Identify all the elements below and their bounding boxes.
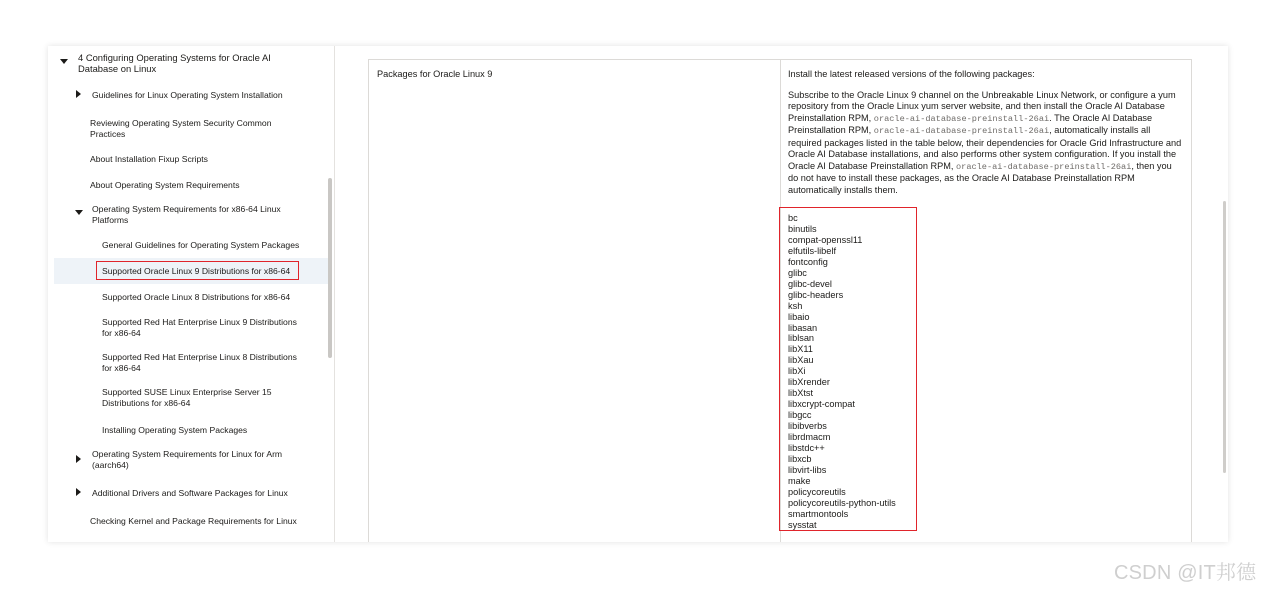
rpm-name-code: oracle-ai-database-preinstall-26ai bbox=[956, 161, 1132, 172]
toc-item-label: Reviewing Operating System Security Common Practices bbox=[90, 118, 272, 139]
package-item: fontconfig bbox=[788, 256, 828, 267]
packages-table bbox=[368, 59, 1192, 542]
package-item: liblsan bbox=[788, 333, 815, 344]
package-item: libxcb bbox=[788, 453, 812, 464]
toc-item-label: About Operating System Requirements bbox=[90, 180, 240, 190]
toc-item-ol9-active[interactable] bbox=[54, 258, 328, 284]
package-item: libaio bbox=[788, 311, 810, 322]
toc-item-x86-64-requirements[interactable] bbox=[54, 203, 328, 227]
watermark: CSDN @IT邦德 bbox=[1114, 562, 1257, 584]
package-item: smartmontools bbox=[788, 508, 849, 519]
toc-item-label: Supported Oracle Linux 9 Distributions for x86-64 bbox=[102, 266, 291, 276]
toc-item-label: Supported Red Hat Enterprise Linux 8 Distributions for x86-64 bbox=[102, 352, 297, 373]
toc-item-label: 4 Configuring Operating Systems for Oracle AI Database on Linux bbox=[78, 52, 271, 74]
package-item: glibc-headers bbox=[788, 289, 844, 300]
package-item: libXtst bbox=[788, 388, 814, 399]
caret-right-icon[interactable] bbox=[76, 90, 81, 98]
package-item: libibverbs bbox=[788, 421, 827, 432]
caret-right-icon[interactable] bbox=[76, 488, 81, 496]
package-item: policycoreutils bbox=[788, 486, 846, 497]
package-item: glibc bbox=[788, 267, 807, 278]
toc-item-rhel8[interactable] bbox=[54, 351, 328, 375]
toc-item-ol8[interactable] bbox=[54, 290, 328, 304]
toc-item-sles15[interactable] bbox=[54, 386, 328, 410]
toc-item-label: Supported Red Hat Enterprise Linux 9 Distributions for x86-64 bbox=[102, 317, 297, 338]
toc-item-rhel9[interactable] bbox=[54, 316, 328, 340]
package-item: make bbox=[788, 475, 811, 486]
intro-text: Install the latest released versions of the following packages: bbox=[788, 69, 1035, 79]
para-text: Subscribe to the Oracle Linux 9 channel on the Unbreakable Linux Network, or configure a yum repository from the Oracle Linux yum server website, and then install the Oracle AI Database Preinstallation RPM, bbox=[788, 89, 1176, 123]
toc-item-fixup-scripts[interactable] bbox=[54, 152, 328, 166]
package-item: glibc-devel bbox=[788, 278, 832, 289]
package-item: libasan bbox=[788, 322, 818, 333]
toc-item-label: Supported Oracle Linux 8 Distributions for x86-64 bbox=[102, 292, 291, 302]
package-item: libvirt-libs bbox=[788, 464, 827, 475]
toc-item-label: Guidelines for Linux Operating System Installation bbox=[92, 90, 283, 100]
package-item: libstdc++ bbox=[788, 443, 825, 454]
main-content bbox=[335, 46, 1228, 542]
package-item: binutils bbox=[788, 223, 817, 234]
para-text: , automatically installs all required packages listed in the table below, their dependencies for Oracle Grid Infrastructure and Oracle AI Database installations, and also performs other system configuration. If you install the Oracle AI Database Preinstallation RPM, bbox=[788, 125, 1182, 171]
package-item: librdmacm bbox=[788, 432, 831, 443]
package-item: libXrender bbox=[788, 377, 830, 388]
highlight-box bbox=[96, 261, 299, 280]
caret-down-icon[interactable] bbox=[75, 210, 83, 215]
requirements-cell bbox=[788, 69, 1184, 196]
toc-item-label: Operating System Requirements for Linux for Arm (aarch64) bbox=[92, 449, 283, 470]
package-item: libX11 bbox=[788, 344, 813, 355]
toc-item-label: Installing Operating System Packages bbox=[102, 425, 248, 435]
row-label: Packages for Oracle Linux 9 bbox=[377, 69, 493, 79]
caret-down-icon[interactable] bbox=[60, 59, 68, 64]
toc-item-general-guidelines[interactable] bbox=[54, 238, 328, 252]
toc-item-security-practices[interactable] bbox=[54, 116, 328, 140]
rpm-name-code: oracle-ai-database-preinstall-26ai bbox=[873, 126, 1050, 136]
toc-item-additional-drivers[interactable] bbox=[54, 486, 328, 500]
package-item: libgcc bbox=[788, 410, 812, 421]
para-text: , then you do not have to install these packages, as the Oracle AI Database Preinstallation RPM automatically installs them. bbox=[788, 160, 1172, 195]
package-item: policycoreutils-python-utils bbox=[788, 497, 896, 508]
toc-item-arm-requirements[interactable] bbox=[54, 448, 328, 472]
caret-right-icon[interactable] bbox=[76, 455, 81, 463]
package-item: ksh bbox=[788, 300, 803, 311]
toc-item-label: Additional Drivers and Software Packages for Linux bbox=[92, 488, 288, 498]
toc-item-label: General Guidelines for Operating System Packages bbox=[102, 240, 300, 250]
para-text: . The Oracle AI Database Preinstallation RPM, bbox=[788, 112, 1153, 135]
package-item: libXi bbox=[788, 366, 806, 377]
toc-item-configuring-os[interactable] bbox=[54, 51, 328, 77]
toc-item-label: Operating System Requirements for x86-64 Linux Platforms bbox=[92, 204, 281, 225]
toc-item-label: Supported SUSE Linux Enterprise Server 15 Distributions for x86-64 bbox=[102, 387, 272, 408]
toc-item-checking-kernel[interactable] bbox=[54, 514, 328, 528]
toc-sidebar bbox=[48, 46, 335, 542]
toc-item-label: Checking Kernel and Package Requirements for Linux bbox=[90, 516, 297, 526]
highlight-box bbox=[779, 207, 917, 531]
toc-item-guidelines[interactable] bbox=[54, 88, 328, 102]
docs-window bbox=[48, 46, 1228, 542]
rpm-name-code: oracle-ai-database-preinstall-26ai bbox=[873, 113, 1050, 124]
package-item: sysstat bbox=[788, 519, 817, 530]
toc-item-os-requirements[interactable] bbox=[54, 178, 328, 192]
package-item: libXau bbox=[788, 355, 814, 366]
toc-item-installing-packages[interactable] bbox=[54, 423, 328, 437]
preinstall-paragraph bbox=[788, 90, 1184, 197]
sidebar-scrollbar[interactable] bbox=[328, 178, 332, 358]
package-item: elfutils-libelf bbox=[788, 245, 836, 256]
package-item: libxcrypt-compat bbox=[788, 399, 855, 410]
package-item: compat-openssl11 bbox=[788, 234, 863, 245]
main-scrollbar[interactable] bbox=[1223, 201, 1226, 473]
toc-item-label: About Installation Fixup Scripts bbox=[90, 154, 208, 164]
package-item: bc bbox=[788, 213, 798, 223]
